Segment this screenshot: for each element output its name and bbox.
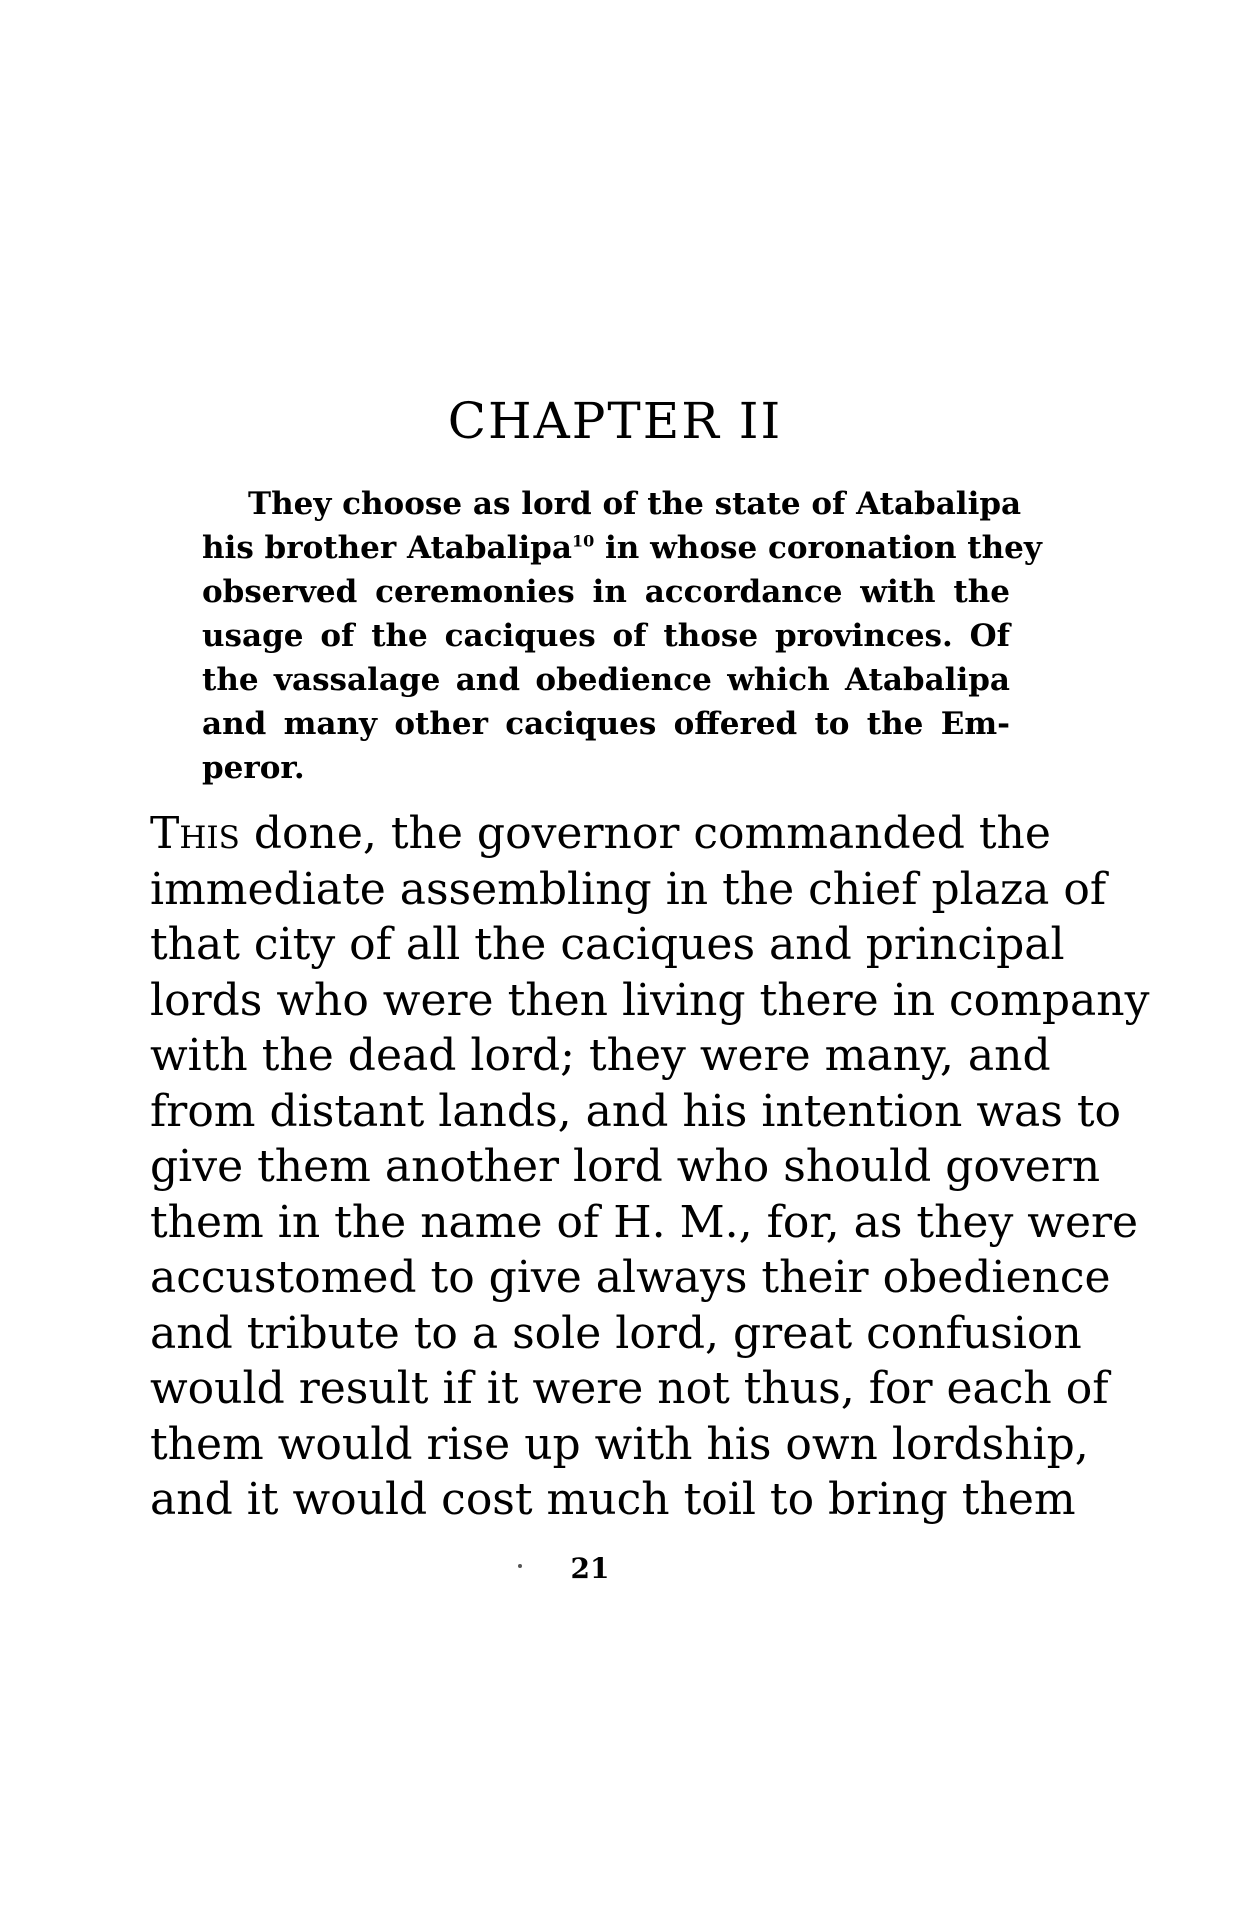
body-line: with the dead lord; they were many, and bbox=[150, 1030, 1051, 1081]
body-line bbox=[150, 806, 1051, 862]
body-line: immediate assembling in the chief plaza of bbox=[150, 863, 1107, 915]
opening-word: This bbox=[150, 808, 240, 859]
footnote-ref[interactable]: 10 bbox=[571, 531, 595, 551]
body-line: from distant lands, and his intention was to bbox=[150, 1085, 1121, 1137]
summary-line: the vassalage and obedience which Atabalipa bbox=[202, 662, 1010, 698]
summary-line: and many other caciques offered to the Em- bbox=[202, 706, 1010, 742]
body-line: lords who were then living there in company bbox=[150, 974, 1150, 1026]
body-line: and it would cost much toil to bring them bbox=[150, 1474, 1076, 1525]
body-line: give them another lord who should govern bbox=[150, 1141, 1101, 1192]
chapter-title: CHAPTER II bbox=[447, 392, 783, 450]
body-line: that city of all the caciques and principal bbox=[150, 919, 1065, 970]
summary-text: in whose coronation they bbox=[594, 530, 1042, 566]
body-line: would result if it were not thus, for each of bbox=[150, 1363, 1109, 1414]
chapter-summary bbox=[202, 482, 1042, 790]
body-line: them would rise up with his own lordship, bbox=[150, 1418, 1089, 1470]
summary-line: They choose as lord of the state of Atabalipa bbox=[248, 486, 1022, 522]
summary-line: peror. bbox=[202, 750, 305, 786]
summary-line: observed ceremonies in accordance with the bbox=[202, 574, 1010, 610]
body-line: accustomed to give always their obedience bbox=[150, 1252, 1111, 1303]
print-speck bbox=[518, 1564, 522, 1568]
page-number: 21 bbox=[570, 1552, 610, 1585]
body-line: them in the name of H. M., for, as they were bbox=[150, 1196, 1139, 1248]
summary-line: usage of the caciques of those provinces. Of bbox=[202, 618, 1010, 654]
summary-line bbox=[202, 526, 1042, 570]
body-paragraph bbox=[150, 806, 1150, 1528]
body-line: and tribute to a sole lord, great confusion bbox=[150, 1307, 1082, 1359]
body-text: done, the governor commanded the bbox=[239, 808, 1051, 859]
summary-text: his brother Atabalipa bbox=[202, 530, 572, 566]
